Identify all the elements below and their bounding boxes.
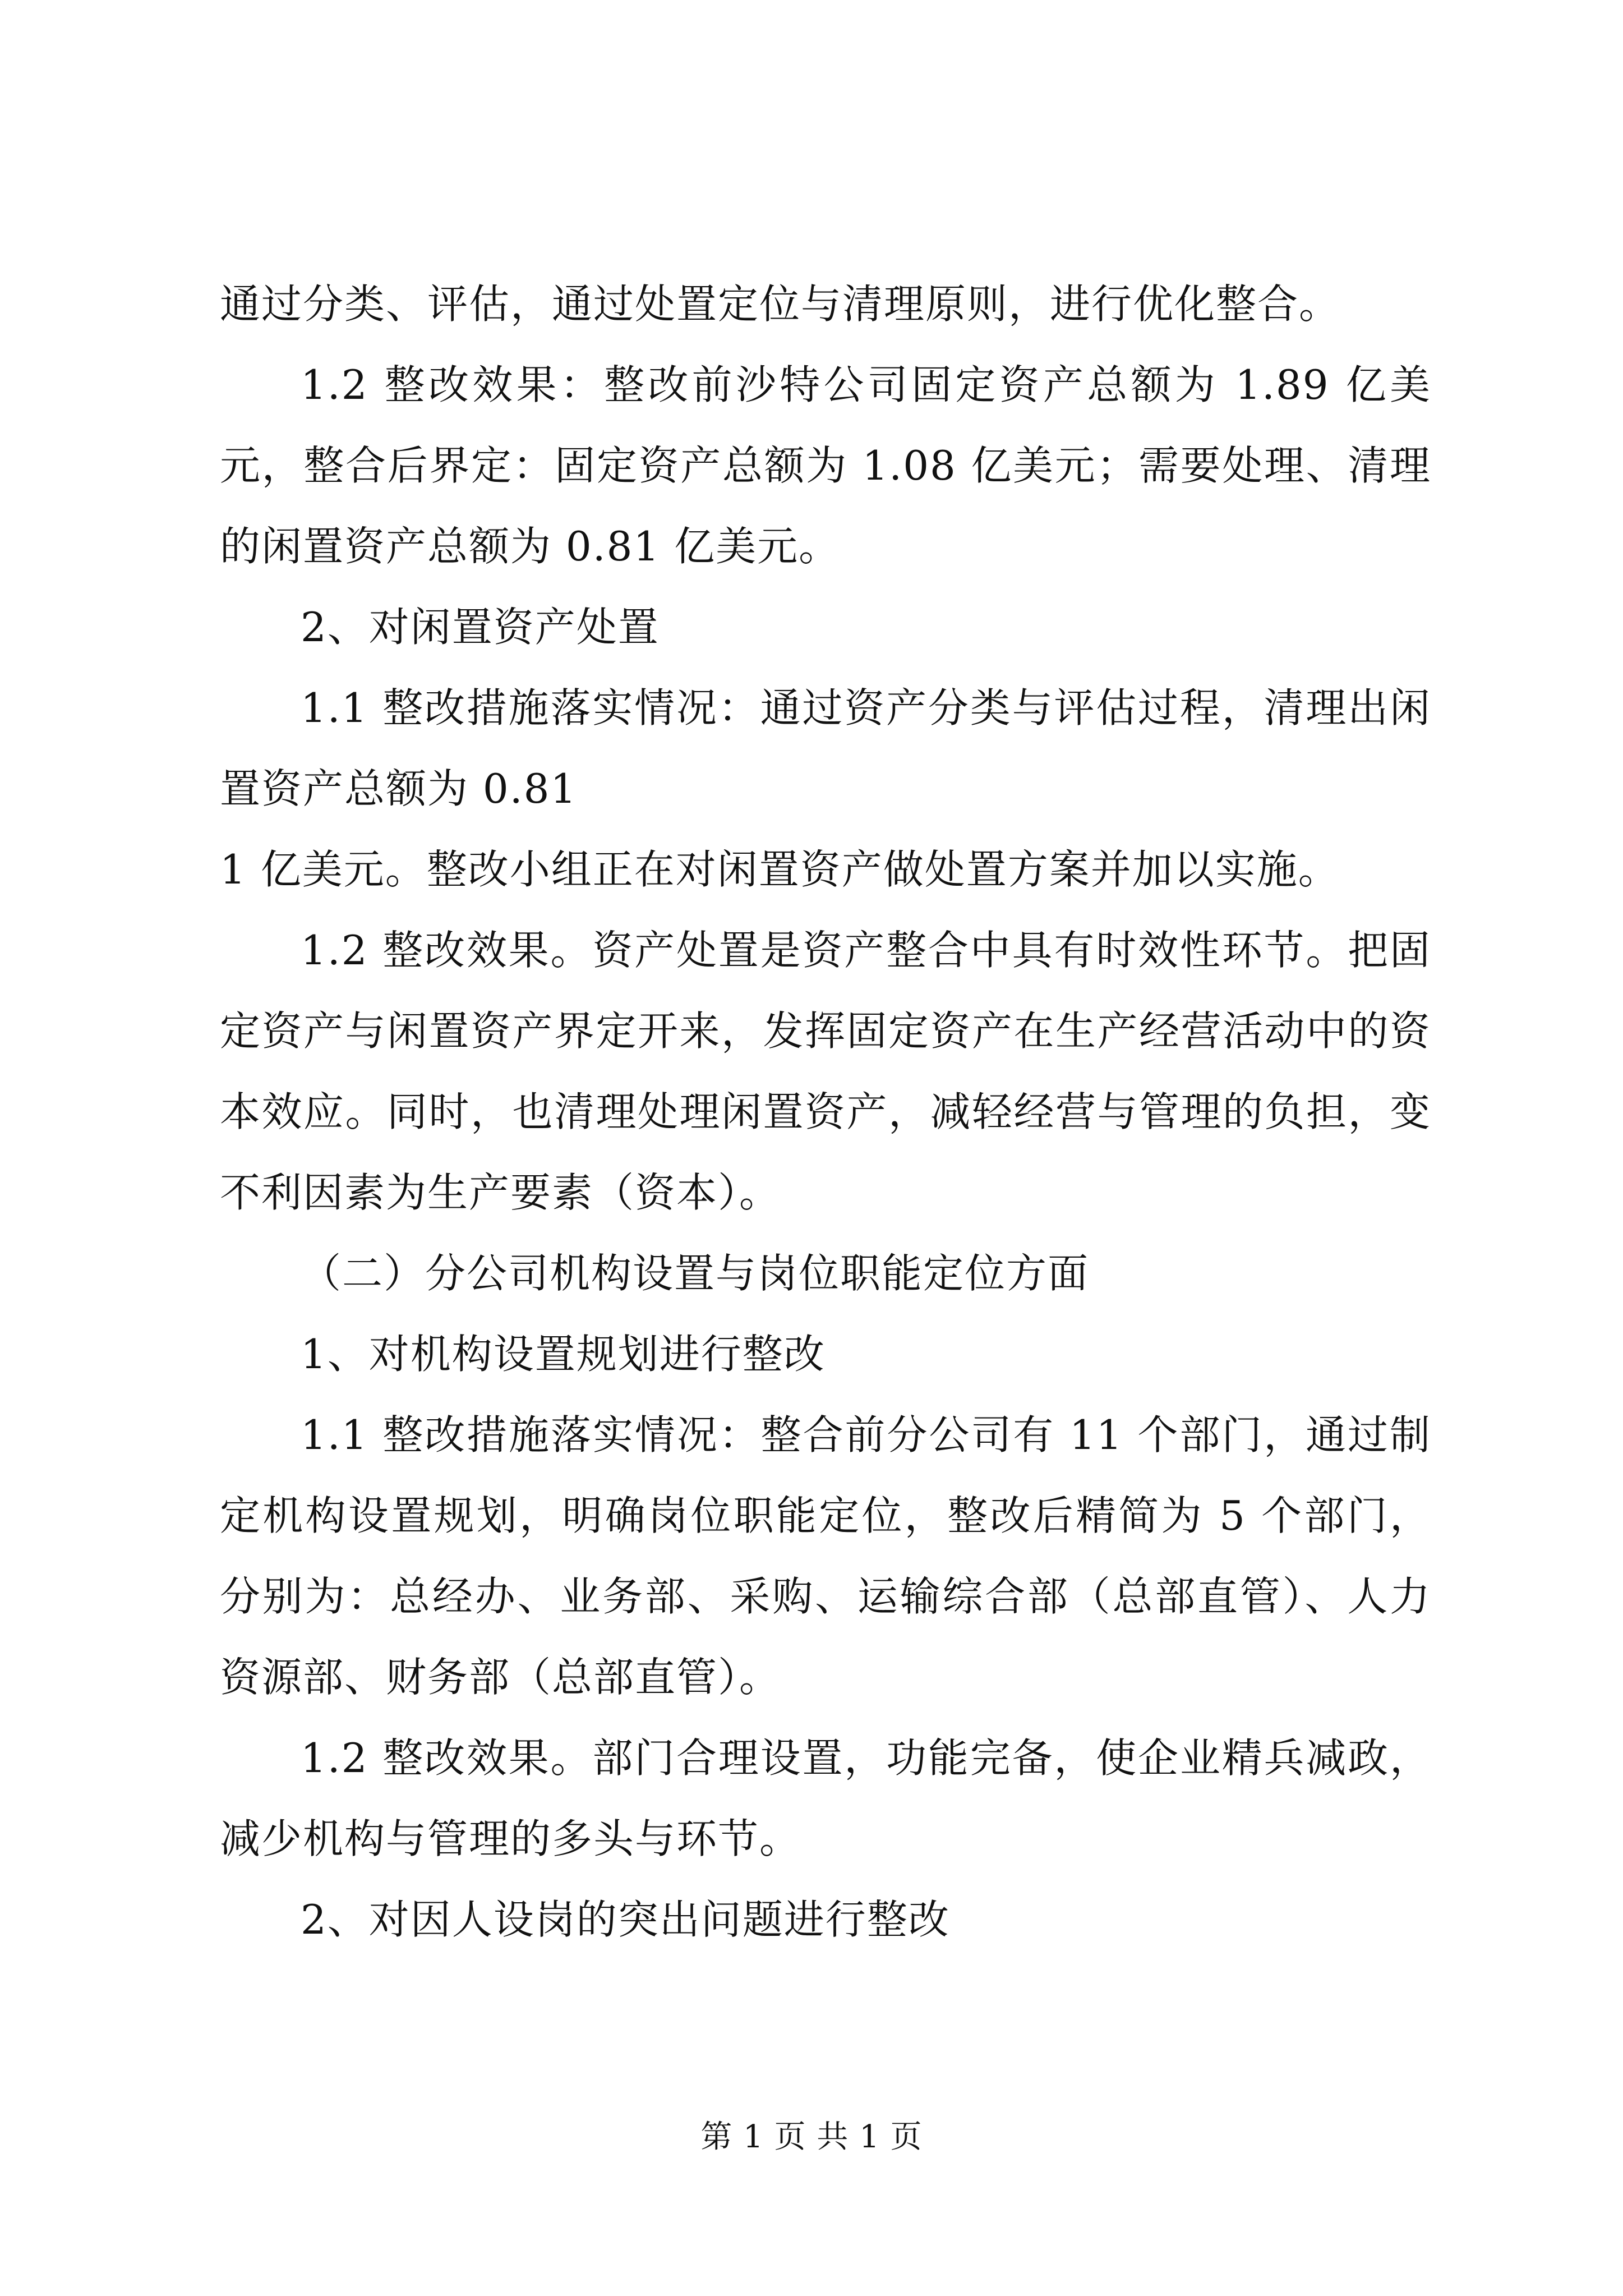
paragraph-11: 2、对因人设岗的突出问题进行整改: [301, 1896, 950, 1943]
paragraph-7: （二）分公司机构设置与岗位职能定位方面: [301, 1250, 1090, 1297]
paragraph-6: 1.2 整改效果。资产处置是资产整合中具有时效性环节。把固定资产与闲置资产界定开来，发挥固定资产在生产经营活动中的资本效应。同时，也清理处理闲置资产，减轻经营与管理的负担，变不利因素为生产要素（资本）。: [220, 927, 1431, 1216]
paragraph-10: 1.2 整改效果。部门合理设置，功能完备，使企业精兵减政，减少机构与管理的多头与环节。: [220, 1734, 1431, 1862]
paragraph-5: 1 亿美元。整改小组正在对闲置资产做处置方案并加以实施。: [220, 846, 1340, 893]
paragraph-3: 2、对闲置资产处置: [301, 604, 660, 651]
paragraph-2: 1.2 整改效果：整改前沙特公司固定资产总额为 1.89 亿美元，整合后界定：固定资产总额为 1.08 亿美元；需要处理、清理的闲置资产总额为 0.81 亿美元。: [220, 361, 1431, 570]
document-body: [220, 264, 1431, 1960]
paragraph-8: 1、对机构设置规划进行整改: [301, 1331, 826, 1378]
page-number-footer: 第 1 页 共 1 页: [700, 2119, 923, 2155]
paragraph-4: 1.1 整改措施落实情况：通过资产分类与评估过程，清理出闲置资产总额为 0.81: [220, 684, 1431, 812]
paragraph-9: 1.1 整改措施落实情况：整合前分公司有 11 个部门，通过制定机构设置规划，明确岗位职能定位，整改后精简为 5 个部门，分别为：总经办、业务部、采购、运输综合部（总部直管）、人力资源部、财务部（总部直管）。: [220, 1411, 1431, 1701]
paragraph-1: 通过分类、评估，通过处置定位与清理原则，进行优化整合。: [220, 280, 1341, 328]
